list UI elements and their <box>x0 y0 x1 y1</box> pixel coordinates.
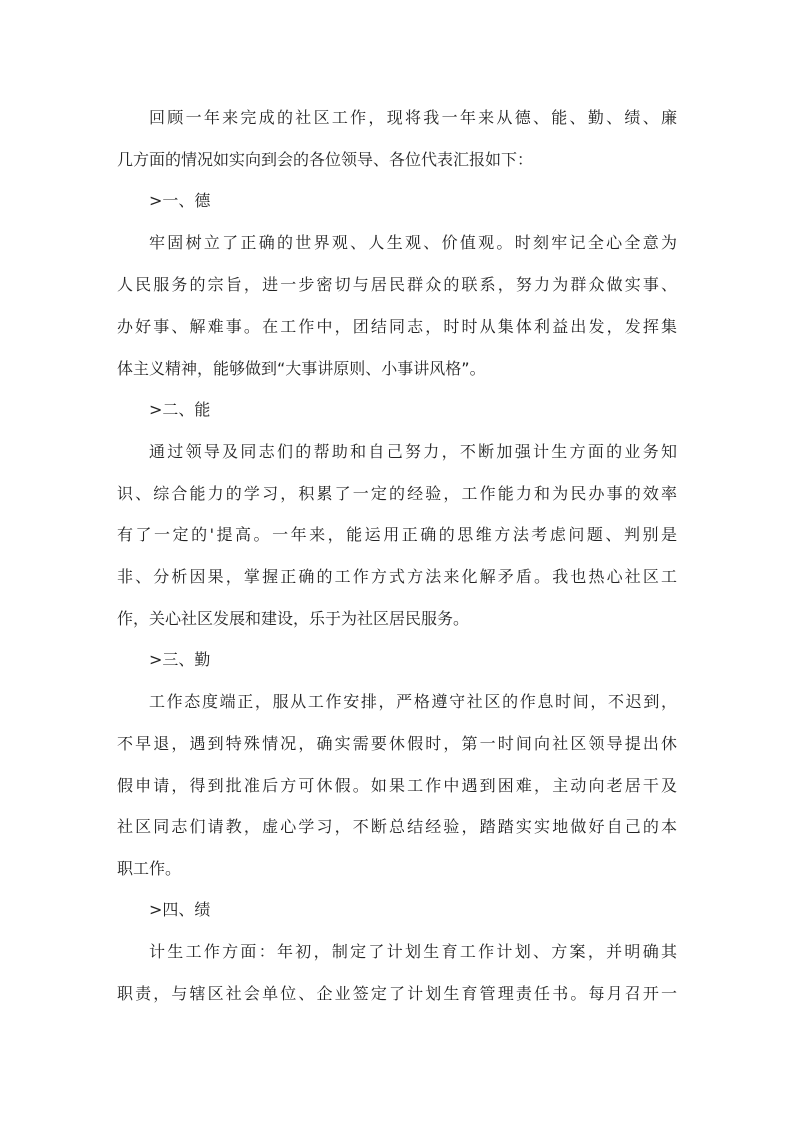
paragraph-line: 有了一定的'提高。一年来，能运用正确的思维方法考虑问题、判别是 <box>117 525 677 544</box>
intro-line: 几方面的情况如实向到会的各位领导、各位代表汇报如下： <box>117 150 534 169</box>
paragraph-line: 牢固树立了正确的世界观、人生观、价值观。时刻牢记全心全意为 <box>149 233 677 252</box>
paragraph-line: 体主义精神，能够做到“大事讲原则、小事讲风格”。 <box>117 359 486 378</box>
paragraph-line: 计生工作方面：年初，制定了计划生育工作计划、方案，并明确其 <box>149 942 677 961</box>
paragraph-line: 通过领导及同志们的帮助和自己努力，不断加强计生方面的业务知 <box>149 442 677 461</box>
paragraph-line: 职工作。 <box>117 859 182 878</box>
paragraph-line: 识、综合能力的学习，积累了一定的经验，工作能力和为民办事的效率 <box>117 484 677 503</box>
intro-line: 回顾一年来完成的社区工作，现将我一年来从德、能、勤、绩、廉 <box>149 108 677 127</box>
paragraph-line: 办好事、解难事。在工作中，团结同志，时时从集体利益出发，发挥集 <box>117 317 677 336</box>
section-heading-qin: >三、勤 <box>149 650 211 669</box>
paragraph-line: 不早退，遇到特殊情况，确实需要休假时，第一时间向社区领导提出休 <box>117 734 677 753</box>
paragraph-line: 人民服务的宗旨，进一步密切与居民群众的联系，努力为群众做实事、 <box>117 275 677 294</box>
paragraph-line: 工作态度端正，服从工作安排，严格遵守社区的作息时间，不迟到， <box>149 692 677 711</box>
section-heading-neng: >二、能 <box>149 400 211 419</box>
section-heading-de: >一、德 <box>149 191 211 210</box>
paragraph-line: 非、分析因果，掌握正确的工作方式方法来化解矛盾。我也热心社区工 <box>117 567 677 586</box>
section-heading-ji: >四、绩 <box>149 900 211 919</box>
paragraph-line: 作，关心社区发展和建设，乐于为社区居民服务。 <box>117 609 470 628</box>
paragraph-line: 社区同志们请教，虚心学习，不断总结经验，踏踏实实地做好自己的本 <box>117 817 677 836</box>
paragraph-line: 职责，与辖区社会单位、企业签定了计划生育管理责任书。每月召开一 <box>117 984 677 1003</box>
paragraph-line: 假申请，得到批准后方可休假。如果工作中遇到困难，主动向老居干及 <box>117 776 677 795</box>
